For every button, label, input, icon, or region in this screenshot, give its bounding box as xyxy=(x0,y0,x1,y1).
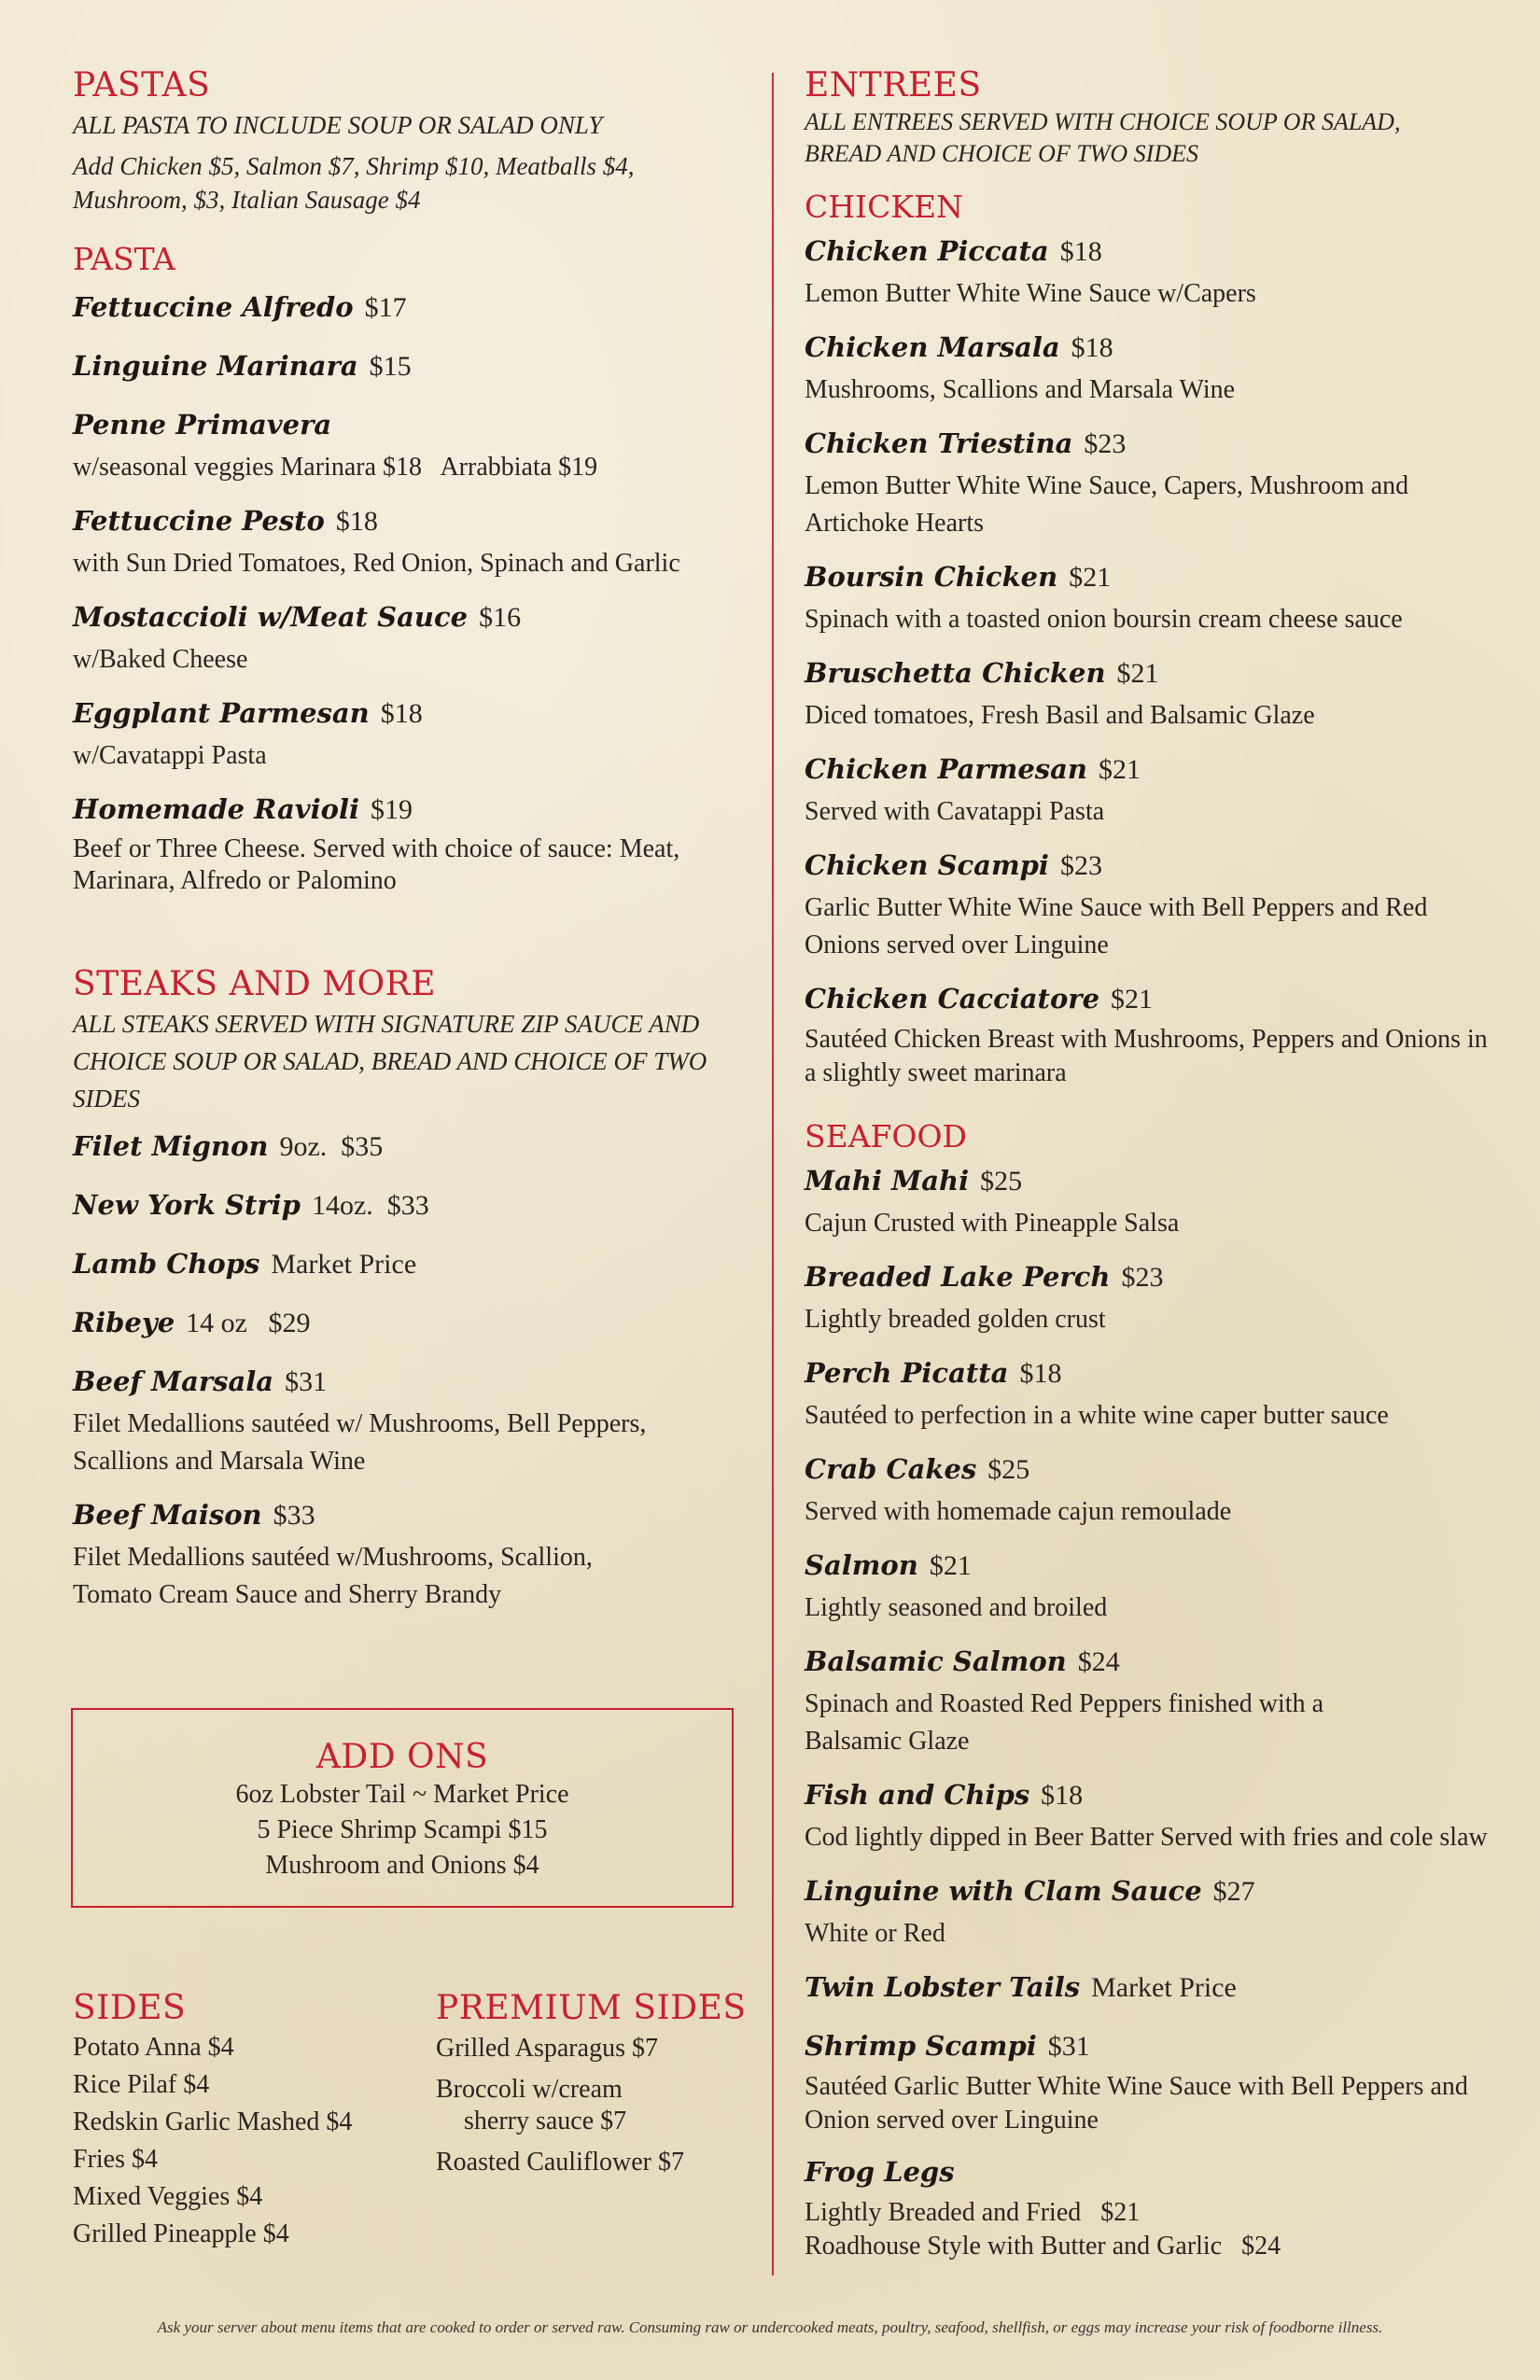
steaks-title: STEAKS AND MORE xyxy=(73,965,437,1003)
item-name: Beef Maison xyxy=(73,1499,262,1531)
item-name: Fettuccine Alfredo xyxy=(73,291,354,323)
menu-item xyxy=(805,653,1495,735)
menu-item xyxy=(73,693,754,775)
sides-title: SIDES xyxy=(73,1989,187,2027)
item-price: $18 xyxy=(1019,1358,1062,1389)
menu-item xyxy=(805,1449,1495,1531)
item-desc: Sautéed to perfection in a white wine caper butter sauce xyxy=(805,1401,1389,1430)
item-name: Filet Mignon xyxy=(73,1130,269,1162)
premium-side-item xyxy=(436,2147,753,2178)
item-desc: Sautéed Garlic Butter White Wine Sauce with Bell Peppers and Onion served over Linguine xyxy=(805,2072,1468,2135)
item-price: $21 xyxy=(929,1550,972,1581)
item-price: $21 xyxy=(1111,984,1154,1015)
steaks-note: ALL STEAKS SERVED WITH SIGNATURE ZIP SAUCE AND CHOICE SOUP OR SALAD, BREAD AND CHOICE OF TWO SIDES xyxy=(73,1010,707,1113)
pasta-subtitle: PASTA xyxy=(73,241,175,277)
item-price: $23 xyxy=(1084,428,1127,459)
menu-item xyxy=(73,1244,754,1288)
right-column xyxy=(805,65,1495,2263)
item-name: Frog Legs xyxy=(805,2156,955,2188)
item-price: $23 xyxy=(1059,850,1102,881)
item-desc: Lemon Butter White Wine Sauce, Capers, Mushroom and Artichoke Hearts xyxy=(805,471,1409,538)
item-price: $21 xyxy=(1099,754,1141,785)
item-price: $18 xyxy=(335,506,378,537)
item-desc: Diced tomatoes, Fresh Basil and Balsamic Glaze xyxy=(805,701,1315,730)
left-column xyxy=(73,65,754,1614)
item-desc: Filet Medallions sautéed w/Mushrooms, Scallion, Tomato Cream Sauce and Sherry Brandy xyxy=(73,1543,593,1609)
menu-item xyxy=(805,1642,1495,1760)
entrees-title: ENTREES xyxy=(805,66,982,105)
item-desc: Mushrooms, Scallions and Marsala Wine xyxy=(805,375,1236,404)
pastas-title: PASTAS xyxy=(73,66,211,105)
item-name: Homemade Ravioli xyxy=(73,793,359,825)
menu-item xyxy=(805,2152,1495,2263)
item-name: Mostaccioli w/Meat Sauce xyxy=(73,601,469,633)
addon-line: 6oz Lobster Tail ~ Market Price xyxy=(235,1780,569,1809)
item-desc: Lightly seasoned and broiled xyxy=(805,1593,1108,1622)
item-price: $25 xyxy=(980,1166,1023,1197)
item-price: $19 xyxy=(370,794,413,825)
premium-side-line: Broccoli w/cream xyxy=(436,2075,623,2104)
menu-item xyxy=(73,287,754,331)
item-price: 9oz. $35 xyxy=(279,1131,384,1162)
item-desc: w/seasonal veggies Marinara $18 Arrabbiata $19 xyxy=(73,453,598,482)
item-desc: Sautéed Chicken Breast with Mushrooms, Peppers and Onions in a slightly sweet marinara xyxy=(805,1025,1488,1087)
sides-section xyxy=(73,1988,409,2253)
menu-item xyxy=(73,1362,754,1480)
menu-item xyxy=(73,1127,754,1170)
menu-item xyxy=(805,1161,1495,1242)
item-name: Balsamic Salmon xyxy=(805,1645,1067,1677)
side-item: Potato Anna $4 xyxy=(73,2033,234,2062)
item-desc: Cod lightly dipped in Beer Batter Served with fries and cole slaw xyxy=(805,1823,1488,1852)
column-divider xyxy=(772,73,774,2275)
premium-side-line: sherry sauce $7 xyxy=(464,2107,627,2135)
menu-item xyxy=(805,557,1495,638)
item-name: Mahi Mahi xyxy=(805,1165,970,1197)
item-desc: Spinach and Roasted Red Peppers finished with a Balsamic Glaze xyxy=(805,1689,1324,1756)
item-name: Chicken Scampi xyxy=(805,849,1049,881)
item-name: Eggplant Parmesan xyxy=(73,697,370,729)
addons-title: ADD ONS xyxy=(315,1738,489,1776)
item-price: $17 xyxy=(364,292,407,323)
item-name: Crab Cakes xyxy=(805,1453,977,1485)
item-price: $33 xyxy=(273,1500,315,1531)
item-name: Perch Picatta xyxy=(805,1357,1009,1389)
menu-item xyxy=(73,346,754,390)
menu-item xyxy=(73,1495,754,1614)
item-desc: Lightly breaded golden crust xyxy=(805,1305,1106,1334)
item-price: $21 xyxy=(1069,562,1112,593)
item-price: Market Price xyxy=(1091,1972,1237,2003)
item-price: Market Price xyxy=(271,1249,417,1280)
item-name: Lamb Chops xyxy=(73,1248,260,1280)
side-item: Redskin Garlic Mashed $4 xyxy=(73,2107,353,2136)
premium-side-line: Grilled Asparagus $7 xyxy=(436,2034,658,2063)
menu-item xyxy=(805,846,1495,964)
item-name: Salmon xyxy=(805,1549,918,1581)
item-price: $18 xyxy=(380,698,423,729)
item-price: $21 xyxy=(1116,658,1159,689)
item-name: Linguine Marinara xyxy=(73,350,358,382)
entrees-note: ALL ENTREES SERVED WITH CHOICE SOUP OR SALAD, BREAD AND CHOICE OF TWO SIDES xyxy=(805,108,1401,167)
side-item: Rice Pilaf $4 xyxy=(73,2070,210,2099)
item-name: Shrimp Scampi xyxy=(805,2030,1037,2062)
item-price: $23 xyxy=(1121,1262,1164,1293)
item-desc: Lemon Butter White Wine Sauce w/Capers xyxy=(805,279,1256,308)
menu-item xyxy=(805,231,1495,313)
item-desc: Served with homemade cajun remoulade xyxy=(805,1497,1232,1526)
item-desc: Lightly Breaded and Fried $21 xyxy=(805,2198,1141,2227)
pastas-note: ALL PASTA TO INCLUDE SOUP OR SALAD ONLY xyxy=(73,111,603,139)
menu-item xyxy=(73,597,754,679)
menu-item xyxy=(805,2026,1495,2137)
item-name: Breaded Lake Perch xyxy=(805,1261,1111,1293)
seafood-subtitle: SEAFOOD xyxy=(805,1118,967,1155)
side-item: Grilled Pineapple $4 xyxy=(73,2219,289,2248)
menu-item xyxy=(805,1257,1495,1338)
item-desc: Spinach with a toasted onion boursin cream cheese sauce xyxy=(805,605,1403,634)
item-desc: w/Cavatappi Pasta xyxy=(73,741,267,770)
menu-item xyxy=(805,1967,1495,2011)
menu-item xyxy=(805,979,1495,1090)
item-desc: with Sun Dried Tomatoes, Red Onion, Spinach and Garlic xyxy=(73,549,680,578)
item-desc: Cajun Crusted with Pineapple Salsa xyxy=(805,1209,1180,1238)
item-desc: White or Red xyxy=(805,1919,945,1948)
menu-item xyxy=(805,749,1495,831)
item-desc: Served with Cavatappi Pasta xyxy=(805,797,1105,826)
item-name: Penne Primavera xyxy=(73,409,332,441)
item-desc: Filet Medallions sautéed w/ Mushrooms, Bell Peppers, Scallions and Marsala Wine xyxy=(73,1409,647,1476)
item-desc: Beef or Three Cheese. Served with choice of sauce: Meat, Marinara, Alfredo or Palomino xyxy=(73,834,680,895)
premium-sides-title: PREMIUM SIDES xyxy=(436,1989,747,2027)
item-desc: Roadhouse Style with Butter and Garlic $24 xyxy=(805,2232,1281,2261)
side-item: Mixed Veggies $4 xyxy=(73,2182,263,2211)
item-name: Beef Marsala xyxy=(73,1365,274,1397)
side-item: Fries $4 xyxy=(73,2145,158,2174)
item-price: $31 xyxy=(1047,2031,1090,2062)
menu-item xyxy=(805,1871,1495,1953)
item-price: $18 xyxy=(1071,332,1113,363)
item-price: $24 xyxy=(1077,1646,1120,1677)
item-desc: Garlic Butter White Wine Sauce with Bell Peppers and Red Onions served over Linguine xyxy=(805,893,1428,959)
item-name: Fish and Chips xyxy=(805,1779,1030,1811)
item-price: $18 xyxy=(1059,236,1102,267)
item-name: Twin Lobster Tails xyxy=(805,1971,1081,2003)
item-name: Fettuccine Pesto xyxy=(73,505,325,537)
menu-item xyxy=(805,1775,1495,1856)
premium-side-item xyxy=(436,2033,753,2065)
item-name: Chicken Cacciatore xyxy=(805,983,1100,1015)
menu-item xyxy=(73,1185,754,1229)
chicken-subtitle: CHICKEN xyxy=(805,189,963,225)
item-price: $25 xyxy=(987,1454,1030,1485)
pastas-addons-note: Add Chicken $5, Salmon $7, Shrimp $10, Meatballs $4, Mushroom, $3, Italian Sausage $4 xyxy=(73,152,635,214)
item-name: Ribeye xyxy=(73,1307,175,1338)
item-price: 14 oz $29 xyxy=(186,1308,311,1338)
item-name: Chicken Triestina xyxy=(805,427,1073,459)
menu-item xyxy=(73,501,754,582)
addon-line: Mushroom and Onions $4 xyxy=(265,1851,539,1880)
item-name: Chicken Piccata xyxy=(805,235,1049,267)
item-price: $15 xyxy=(369,351,412,382)
menu-item xyxy=(805,328,1495,409)
item-price: $27 xyxy=(1212,1876,1255,1907)
item-price: 14oz. $33 xyxy=(311,1190,429,1221)
menu-item xyxy=(73,405,754,486)
item-name: Bruschetta Chicken xyxy=(805,657,1106,689)
menu-item xyxy=(805,424,1495,542)
item-name: Boursin Chicken xyxy=(805,561,1058,593)
menu-item xyxy=(805,1353,1495,1435)
item-price: $16 xyxy=(479,602,522,633)
menu-item xyxy=(73,790,754,897)
addons-box xyxy=(71,1708,734,1908)
premium-sides-section xyxy=(436,1988,753,2188)
item-name: Linguine with Clam Sauce xyxy=(805,1875,1202,1907)
footer-disclaimer: Ask your server about menu items that are cooked to order or served raw. Consuming raw or undercooked meats, poultry, seafood, shellfish, or eggs may increase your risk of foodborne illness. xyxy=(157,2318,1383,2336)
item-name: New York Strip xyxy=(73,1189,301,1221)
menu-item xyxy=(805,1546,1495,1627)
item-price: $18 xyxy=(1041,1780,1084,1811)
item-desc: w/Baked Cheese xyxy=(73,645,248,674)
addon-line: 5 Piece Shrimp Scampi $15 xyxy=(257,1815,548,1844)
premium-side-line: Roasted Cauliflower $7 xyxy=(436,2148,684,2177)
menu-item xyxy=(73,1303,754,1347)
item-price: $31 xyxy=(285,1366,328,1397)
premium-side-item xyxy=(436,2074,753,2137)
item-name: Chicken Parmesan xyxy=(805,753,1087,785)
item-name: Chicken Marsala xyxy=(805,331,1060,363)
